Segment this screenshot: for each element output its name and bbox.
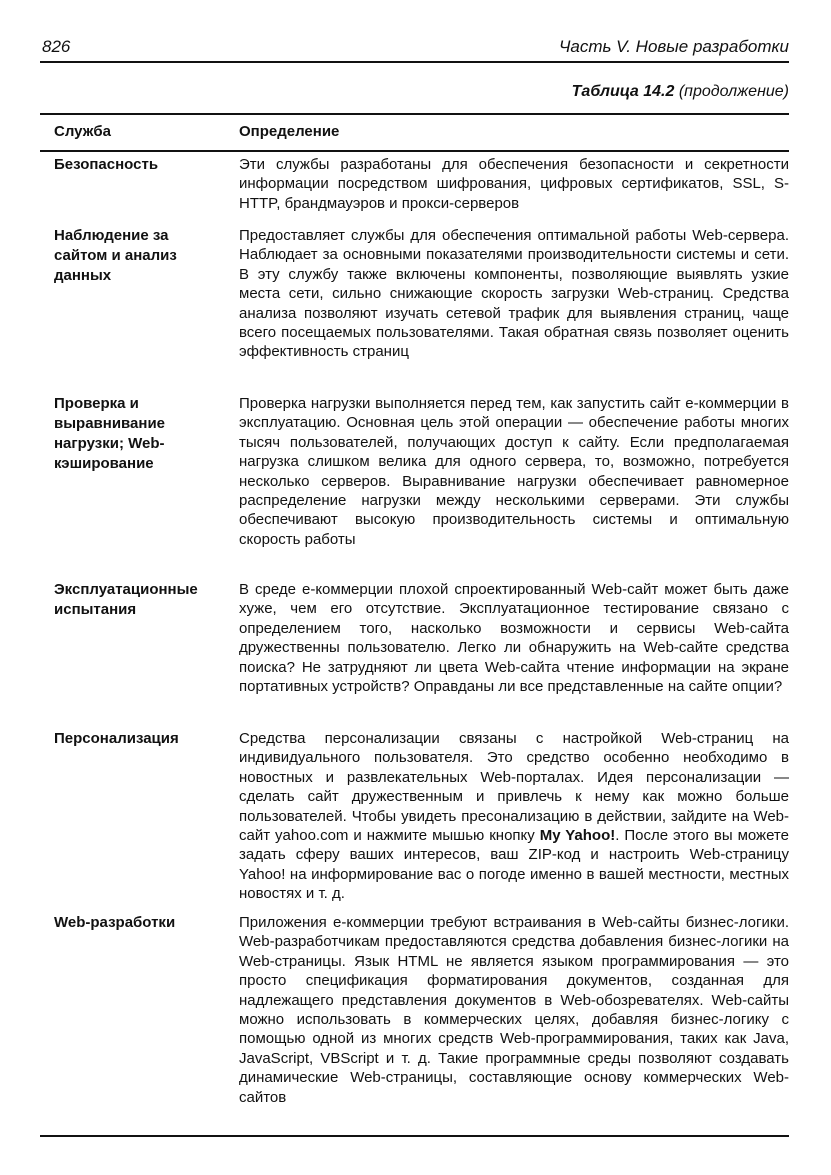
table-continuation-note: (продолжение) — [678, 83, 789, 100]
row-term: Эксплуатационные испытания — [54, 581, 198, 618]
row-definition: Предоставляет службы для обеспечения оптимальной работы Web-сервера. Наблюдает за основными показателями производительности системы и сети. В эту службу также включены компоненты, позволяющие выявлять узкие места сети, сильно снижающие скорость загрузки Web-страниц. Средства анализа позволяют изучать сетевой трафик для выявления страниц, чаще всего посещаемых пользователями. Такая обратная связь позволяет оценить эффективность страниц — [239, 227, 789, 361]
row-term: Web-разработки — [54, 914, 176, 931]
column-header-service: Служба — [54, 123, 111, 140]
row-term: Персонализация — [54, 730, 179, 747]
definition-text: . После этого вы можете задать сферу ваших интересов, ваш ZIP-код и настроить Web-страницу Yahoo! на информирование вас о погоде именно в вашей местности, местных новостях и т. д. — [239, 827, 789, 903]
row-definition: Проверка нагрузки выполняется перед тем, как запустить сайт е-коммерции в эксплуатацию. Основная цель этой операции — обеспечение работы многих тысяч пользователей, получающих доступ к сайту. Если предполагаемая нагрузка слишком велика для одного сервера, то, возможно, потребуется несколько серверов. Выравнивание нагрузки обеспечивает равномерное распределение нагрузки между несколькими серверами. Эти службы обеспечивают высокую производительность системы и оптимальную скорость работы — [239, 395, 789, 548]
table-caption — [572, 83, 789, 101]
row-definition — [239, 729, 789, 904]
row-definition: В среде е-коммерции плохой спроектированный Web-сайт может быть даже хуже, чем его отсутствие. Эксплуатационное тестирование связано с определением того, насколько возможности и сервисы Web-сайта дружественны пользователю. Легко ли обнаружить на Web-сайте средства поиска? Не затрудняют ли цвета Web-сайта чтение информации на экране портативных устройств? Оправданы ли все представленные на сайте опции? — [239, 581, 789, 696]
table-label: Таблица 14.2 — [571, 83, 675, 100]
table-header — [40, 113, 789, 152]
row-definition: Эти службы разработаны для обеспечения безопасности и секретности информации посредством шифрования, цифровых сертификатов, SSL, S-HTTP, брандмауэров и прокси-серверов — [239, 156, 789, 212]
table-bottom-rule — [40, 1135, 789, 1137]
part-title: Часть V. Новые разработки — [558, 37, 789, 56]
row-definition: Приложения е-коммерции требуют встраивания в Web-сайты бизнес-логики. Web-разработчикам предоставляются средства добавления бизнес-логики на Web-страницы. Язык HTML не является языком программирования — это просто спецификация форматирования документов, созданная для надлежащего представления документов в Web-обозревателях. Web-сайты можно использовать в коммерческих целях, добавляя бизнес-логику с помощью одной из многих средств Web-программирования, таких как Java, JavaScript, VBScript и т. д. Такие программные среды позволяют создавать динамические Web-страницы, составляющие основу коммерческих Web-сайтов — [239, 914, 789, 1106]
page-number: 826 — [42, 37, 71, 56]
row-term: Наблюдение за сайтом и анализ данных — [54, 227, 177, 284]
my-yahoo-button-name: My Yahoo! — [539, 827, 616, 845]
page-header — [40, 37, 789, 63]
row-term: Проверка и выравнивание нагрузки; Web-кэширование — [54, 395, 166, 472]
column-header-definition: Определение — [239, 123, 340, 140]
row-term: Безопасность — [54, 156, 159, 173]
definition-text: Средства персонализации связаны с настройкой Web-страниц на индивидуального пользователя. Это средство особенно необходимо в новостных и развлекательных Web-порталах. Идея персонализации — сделать сайт дружественным и привлечь к нему как можно больше пользователей. Чтобы увидеть пресонализацию в действии, зайдите на Web-сайт yahoo.com и нажмите мышью кнопку — [239, 730, 789, 845]
